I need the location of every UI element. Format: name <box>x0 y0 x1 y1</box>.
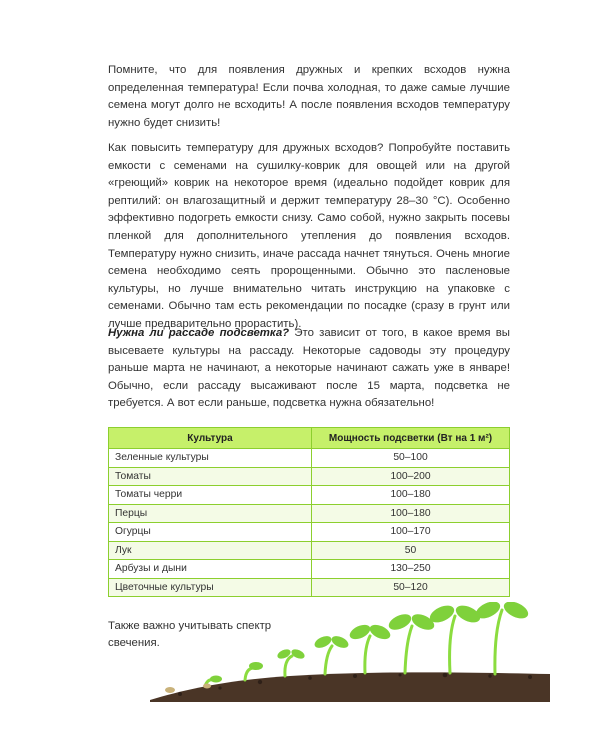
crop-cell: Огурцы <box>109 523 312 542</box>
crop-cell: Томаты черри <box>109 486 312 505</box>
paragraph-warming-tips: Как повысить температуру для дружных всходов? Попробуйте поставить емкости с семенами на сушилку-коврик для овощей или на другой «греющий» коврик на некоторое время (идеально подойдет коврик для рептилий: он влагозащитный и держит температуру 28–30 °C). Особенно эффективно подогреть емкости снизу. Само собой, нужно закрыть посевы пленкой для дополнительного утепления до появления всходов. Температуру нужно снизить, иначе рассада начнет тянуться. Очень многие семена необходимо сеять пророщенными. Обычно это пасленовые культуры, но лучше внимательно читать инструкцию на упаковке с семенами. Обычно там есть рекомендации по посадке (сразу в грунт или лучше предварительно прорастить). <box>108 142 510 330</box>
power-cell: 130–250 <box>312 560 510 579</box>
crop-cell: Перцы <box>109 504 312 523</box>
power-cell: 50–120 <box>312 578 510 597</box>
crop-cell: Зеленные культуры <box>109 449 312 468</box>
power-cell: 50–100 <box>312 449 510 468</box>
power-cell: 100–180 <box>312 504 510 523</box>
column-header-crop: Культура <box>109 428 312 449</box>
paragraph-temperature: Помните, что для появления дружных и крепких всходов нужна определенная температура! Если почва холодная, то даже самые лучшие семена могут долго не всходить! А после появления всходов температуру нужно будет снизить! <box>108 64 510 129</box>
power-cell: 100–180 <box>312 486 510 505</box>
table-header-row <box>109 428 510 449</box>
sprout-leaves <box>210 602 531 683</box>
power-cell: 100–170 <box>312 523 510 542</box>
power-cell: 50 <box>312 541 510 560</box>
table-row <box>109 467 510 486</box>
table-row <box>109 504 510 523</box>
lighting-answer: Это зависит от того, в какое время вы высеваете культуры на рассаду. Некоторые садоводы эту процедуру раньше марта не начинают, а некоторые начинают сажать уже в январе! Обычно, если рассаду высаживают после 15 марта, подсветка не требуется. А вот если раньше, подсветка нужна обязательно! <box>108 327 510 410</box>
crop-cell: Арбузы и дыни <box>109 560 312 579</box>
table-row <box>109 449 510 468</box>
crop-cell: Лук <box>109 541 312 560</box>
crop-cell: Томаты <box>109 467 312 486</box>
spectrum-note: Также важно учитывать спектр свечения. <box>108 620 272 649</box>
paragraph-lighting <box>108 325 510 413</box>
lighting-question: Нужна ли рассаде подсветка? <box>108 327 290 339</box>
table-row <box>109 523 510 542</box>
table-row <box>109 541 510 560</box>
power-cell: 100–200 <box>312 467 510 486</box>
crop-cell: Цветочные культуры <box>109 578 312 597</box>
column-header-power: Мощность подсветки (Вт на 1 м²) <box>312 428 510 449</box>
table-row <box>109 560 510 579</box>
lighting-power-table <box>108 427 510 597</box>
sprouts-growth-illustration <box>150 602 550 702</box>
table-row <box>109 578 510 597</box>
table-row <box>109 486 510 505</box>
